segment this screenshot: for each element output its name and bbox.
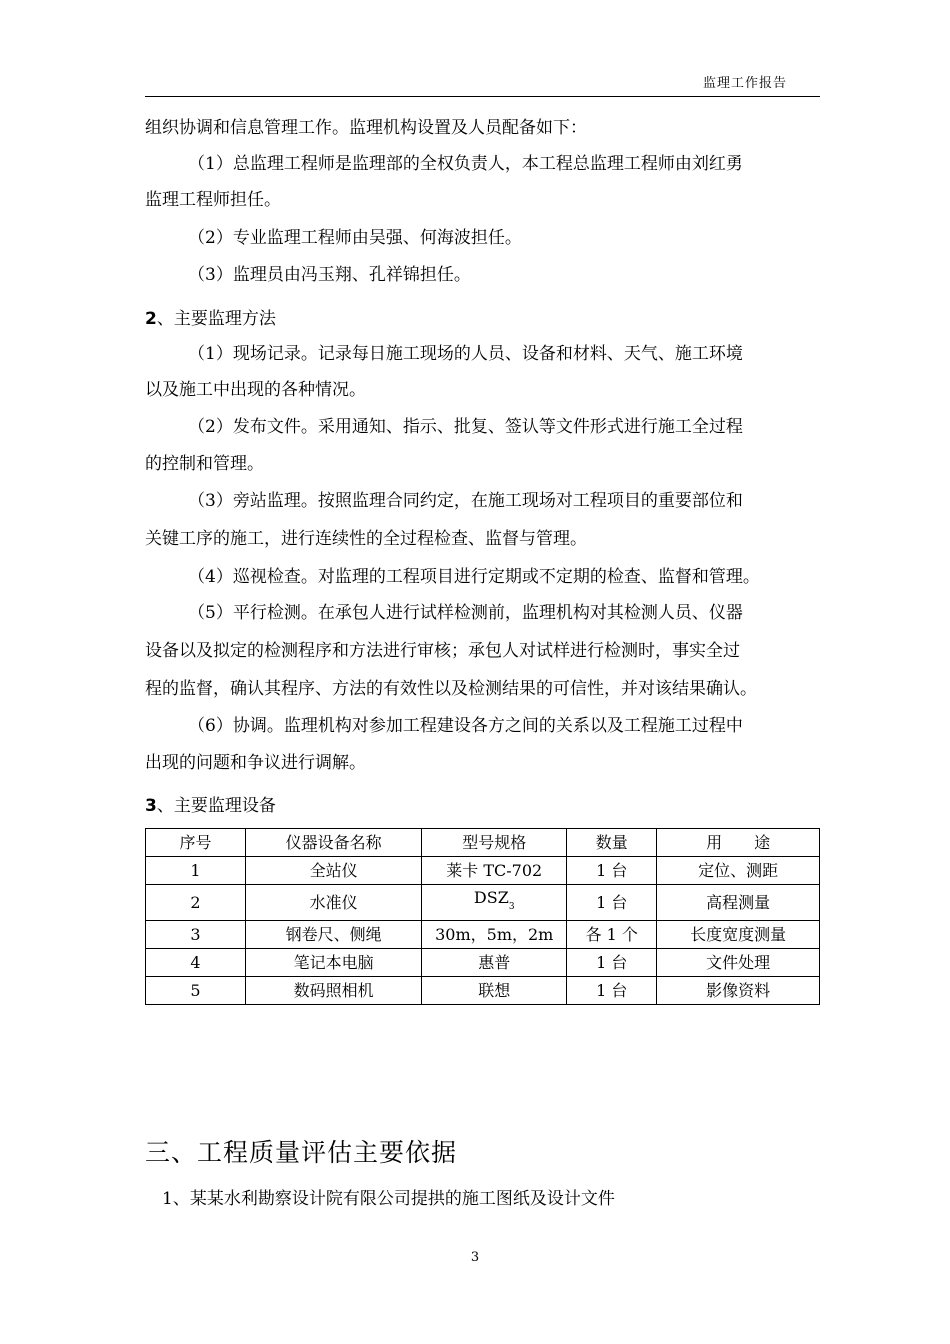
model-text: DSZ bbox=[473, 888, 509, 907]
equipment-table bbox=[145, 828, 820, 1005]
method-line: 设备以及拟定的检测程序和方法进行审核；承包人对试样进行检测时，事实全过 bbox=[145, 641, 740, 661]
cell-use: 文件处理 bbox=[657, 949, 820, 977]
table-row bbox=[146, 949, 820, 977]
header-model: 型号规格 bbox=[422, 829, 567, 857]
method-line: （3）旁站监理。按照监理合同约定，在施工现场对工程项目的重要部位和 bbox=[188, 491, 743, 511]
cell-no: 2 bbox=[146, 885, 246, 921]
table-row bbox=[146, 921, 820, 949]
table-row bbox=[146, 977, 820, 1005]
header-name: 仪器设备名称 bbox=[246, 829, 422, 857]
cell-no: 4 bbox=[146, 949, 246, 977]
cell-no: 3 bbox=[146, 921, 246, 949]
section-2-title: 、主要监理方法 bbox=[156, 309, 276, 329]
method-line: （4）巡视检查。对监理的工程项目进行定期或不定期的检查、监督和管理。 bbox=[188, 567, 760, 587]
model-subscript: 3 bbox=[508, 902, 515, 912]
header-divider bbox=[145, 96, 820, 97]
cell-use: 影像资料 bbox=[657, 977, 820, 1005]
section-2-heading bbox=[145, 308, 276, 330]
body-line: （3）监理员由冯玉翔、孔祥锦担任。 bbox=[188, 265, 471, 285]
method-line: 程的监督，确认其程序、方法的有效性以及检测结果的可信性，并对该结果确认。 bbox=[145, 679, 757, 699]
table-header-row bbox=[146, 829, 820, 857]
cell-qty: 1 台 bbox=[567, 857, 657, 885]
method-line: （1）现场记录。记录每日施工现场的人员、设备和材料、天气、施工环境 bbox=[188, 344, 743, 364]
cell-no: 5 bbox=[146, 977, 246, 1005]
cell-qty: 1 台 bbox=[567, 949, 657, 977]
method-line: （6）协调。监理机构对参加工程建设各方之间的关系以及工程施工过程中 bbox=[188, 716, 743, 736]
cell-qty: 1 台 bbox=[567, 885, 657, 921]
cell-name: 笔记本电脑 bbox=[246, 949, 422, 977]
header-no: 序号 bbox=[146, 829, 246, 857]
body-line: （2）专业监理工程师由吴强、何海波担任。 bbox=[188, 228, 522, 248]
table-row bbox=[146, 885, 820, 921]
section-3-heading bbox=[145, 795, 276, 817]
header-use: 用 途 bbox=[657, 829, 820, 857]
cell-use: 高程测量 bbox=[657, 885, 820, 921]
body-line: （1）总监理工程师是监理部的全权负责人，本工程总监理工程师由刘红勇 bbox=[188, 154, 743, 174]
section-2-number: 2 bbox=[145, 309, 157, 329]
page-number: 3 bbox=[470, 1250, 480, 1265]
cell-no: 1 bbox=[146, 857, 246, 885]
section-3-title: 、主要监理设备 bbox=[156, 796, 276, 816]
cell-model: 惠普 bbox=[422, 949, 567, 977]
method-line: 的控制和管理。 bbox=[145, 454, 264, 474]
method-line: （2）发布文件。采用通知、指示、批复、签认等文件形式进行施工全过程 bbox=[188, 417, 743, 437]
table-row bbox=[146, 857, 820, 885]
cell-qty: 各 1 个 bbox=[567, 921, 657, 949]
method-line: （5）平行检测。在承包人进行试样检测前，监理机构对其检测人员、仪器 bbox=[188, 603, 743, 623]
chapter-3-title: 三、工程质量评估主要依据 bbox=[145, 1138, 458, 1167]
cell-model: 联想 bbox=[422, 977, 567, 1005]
body-line: 组织协调和信息管理工作。监理机构设置及人员配备如下： bbox=[145, 118, 587, 138]
method-line: 以及施工中出现的各种情况。 bbox=[145, 380, 366, 400]
cell-qty: 1 台 bbox=[567, 977, 657, 1005]
method-line: 出现的问题和争议进行调解。 bbox=[145, 753, 366, 773]
cell-use: 长度宽度测量 bbox=[657, 921, 820, 949]
body-line: 监理工程师担任。 bbox=[145, 190, 281, 210]
cell-name: 数码照相机 bbox=[246, 977, 422, 1005]
section-3-number: 3 bbox=[145, 796, 157, 816]
header-qty: 数量 bbox=[567, 829, 657, 857]
cell-use: 定位、测距 bbox=[657, 857, 820, 885]
cell-model bbox=[422, 885, 567, 921]
cell-model: 莱卡 TC-702 bbox=[422, 857, 567, 885]
method-line: 关键工序的施工，进行连续性的全过程检查、监督与管理。 bbox=[145, 529, 587, 549]
chapter-3-item-1: 1、某某水利勘察设计院有限公司提拱的施工图纸及设计文件 bbox=[162, 1189, 615, 1209]
header-title: 监理工作报告 bbox=[703, 76, 788, 91]
cell-name: 全站仪 bbox=[246, 857, 422, 885]
cell-name: 钢卷尺、侧绳 bbox=[246, 921, 422, 949]
cell-model: 30m，5m，2m bbox=[422, 921, 567, 949]
cell-name: 水准仪 bbox=[246, 885, 422, 921]
